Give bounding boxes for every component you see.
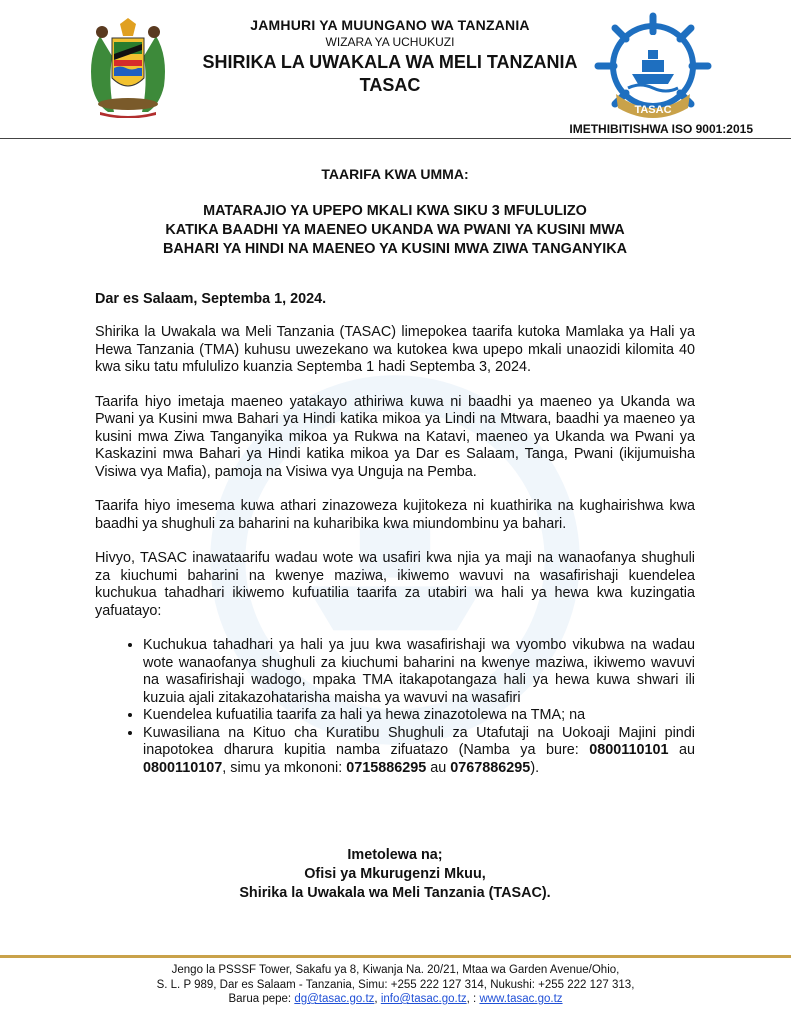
list-item-text: Kuwasiliana na Kituo cha Kuratibu Shughuli za Utafutaji na Uokoaji Majini pindi inapotokea dharura kupitia namba zifuatazo (Namba ya bure: — [143, 724, 695, 758]
paragraph-2: Taarifa hiyo imetaja maeneo yatakayo athiriwa kuwa ni baadhi ya maeneo ya Ukanda wa Pwani ya Kusini mwa Bahari ya Hindi katika mikoa ya Lindi na Mtwara, baadhi ya maeneo ya kusini mwa Ziwa Tanganyika mikoa ya Rukwa na Katavi, maeneo ya Ukanda wa Pwani ya Kaskazini mwa Bahari ya Hindi katika mikoa ya Dar es Salaam, Tanga, Pwani (ikijumuisha Visiwa vya Mafia), pamoja na Visiwa vya Unguja na Pemba. — [95, 393, 695, 480]
signature-line: Imetolewa na; — [347, 847, 443, 863]
iso-certification: IMETHIBITISHWA ISO 9001:2015 — [569, 122, 753, 136]
footer — [60, 963, 731, 1007]
list-item — [143, 725, 695, 778]
email-link-dg[interactable]: dg@tasac.go.tz — [294, 993, 375, 1005]
tanzania-coat-of-arms-icon — [78, 16, 178, 118]
email-label: Barua pepe: — [228, 993, 295, 1005]
letterhead-text — [180, 17, 600, 95]
ministry-name: WIZARA YA UCHUKUZI — [325, 35, 455, 49]
ship-wheel-logo-icon — [588, 10, 718, 120]
list-item — [143, 707, 695, 725]
list-item-text: , simu ya mkononi: — [222, 759, 347, 776]
signature-line: Ofisi ya Mkurugenzi Mkuu, — [304, 866, 486, 882]
paragraph-1: Shirika la Uwakala wa Meli Tanzania (TASAC) limepokea taarifa kutoka Mamlaka ya Hali ya Hewa Tanzania (TMA) kuhusu uwezekano wa kutokea kwa upepo mkali unaozidi kilomita 40 kwa siku tatu mfululizo kuanzia Septemba 1 hadi Septemba 3, 2024. — [95, 324, 695, 375]
website-link[interactable]: www.tasac.go.tz — [479, 993, 563, 1005]
footer-emails — [60, 992, 731, 1007]
header-divider — [0, 138, 791, 139]
footer-address: Jengo la PSSSF Tower, Sakafu ya 8, Kiwanja Na. 20/21, Mtaa wa Garden Avenue/Ohio, — [171, 964, 620, 976]
notice-body — [95, 166, 695, 777]
paragraph-4: Hivyo, TASAC inawataarifu wadau wote wa usafiri kwa njia ya maji na wanaofanya shughuli za kiuchumi baharini na kwenye maziwa, ikiwemo wavuvi na wasafirishaji kuendelea kuchukua tahadhari ikiwemo kufuatilia taarifa za utabiri wa hali ya hewa kwa kuzingatia yafuatayo: — [95, 550, 695, 619]
notice-title-line: MATARAJIO YA UPEPO MKALI KWA SIKU 3 MFULULIZO — [203, 202, 587, 219]
agency-name: SHIRIKA LA UWAKALA WA MELI TANZANIA — [202, 52, 578, 72]
signature-line: Shirika la Uwakala wa Meli Tanzania (TASAC). — [239, 885, 551, 901]
list-item-text: Kuendelea kufuatilia taarifa za hali ya hewa zinazotolewa na TMA; na — [143, 707, 586, 723]
advice-list — [95, 637, 695, 777]
government-name: JAMHURI YA MUUNGANO WA TANZANIA — [250, 17, 530, 33]
notice-title-line: KATIKA BAADHI YA MAENEO UKANDA WA PWANI YA KUSINI MWA — [165, 221, 625, 238]
list-item-text: au — [668, 742, 695, 758]
notice-date: Dar es Salaam, Septemba 1, 2024. — [95, 290, 327, 307]
signature-block — [95, 846, 695, 903]
notice-title-line: BAHARI YA HINDI NA MAENEO YA KUSINI MWA ZIWA TANGANYIKA — [163, 240, 627, 257]
list-item-text: Kuchukua tahadhari ya hali ya juu kwa wasafirishaji wa vyombo vikubwa na wadau wote wanaofanya shughuli za kiuchumi baharini na kwenye maziwa, ikiwemo wavuvi na wasafirishaji wadogo, mpaka TMA itakapotangaza hali ya hewa kuwa shwari ili kuzuia ajali zitakazohatarisha maisha ya wavuvi na wasafiri — [143, 637, 695, 706]
list-item-text: ). — [530, 759, 540, 776]
footer-contacts: S. L. P 989, Dar es Salaam - Tanzania, Simu: +255 222 127 314, Nukushi: +255 222 127 313, — [156, 978, 635, 991]
letterhead — [0, 0, 791, 145]
separator: , : — [466, 993, 480, 1005]
toll-free-number-2: 0800110107 — [143, 759, 223, 776]
footer-divider — [0, 955, 791, 958]
notice-title — [95, 202, 695, 259]
logo-text: TASAC — [634, 104, 672, 116]
mobile-number-1: 0715886295 — [346, 759, 427, 776]
toll-free-number-1: 0800110101 — [589, 742, 669, 758]
list-item — [143, 637, 695, 707]
list-item-text: au — [426, 759, 451, 776]
separator: , — [374, 993, 381, 1005]
email-link-info[interactable]: info@tasac.go.tz — [380, 993, 467, 1005]
paragraph-3: Taarifa hiyo imesema kuwa athari zinazoweza kujitokeza ni kuathirika na kughairishwa kwa baadhi ya shughuli za baharini na kuharibika kwa miundombinu ya bahari. — [95, 498, 695, 532]
mobile-number-2: 0767886295 — [450, 759, 531, 776]
agency-acronym: TASAC — [359, 75, 421, 95]
notice-label: TAARIFA KWA UMMA: — [321, 166, 469, 182]
